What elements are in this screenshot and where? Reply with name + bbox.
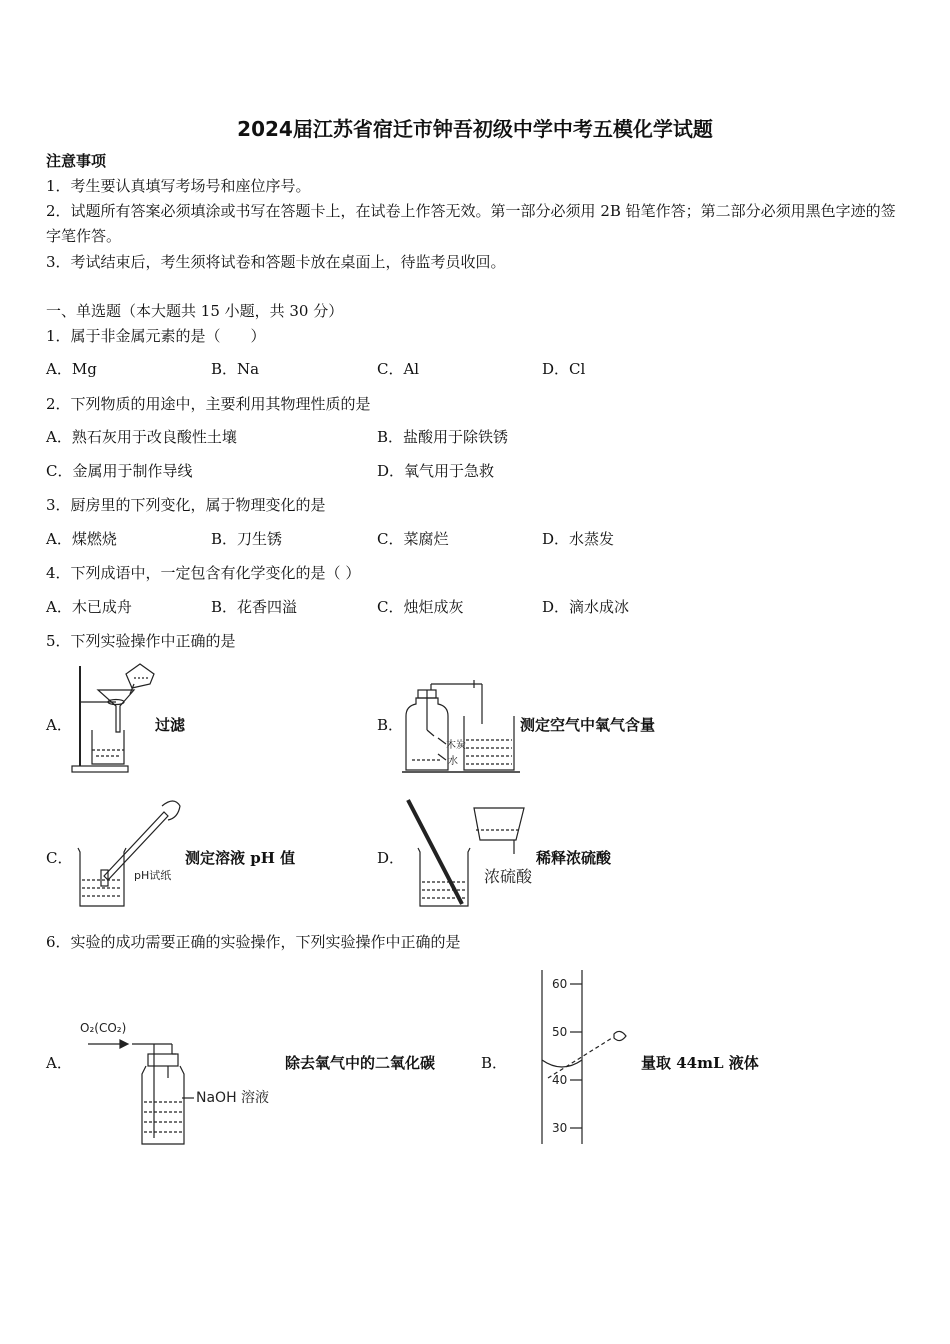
option: C．烛炬成灰	[377, 598, 464, 616]
question-stem: 1．属于非金属元素的是（ ）	[46, 327, 266, 345]
bottle-stopper	[148, 1054, 178, 1066]
notice-item: 2．试题所有答案必须填涂或书写在答题卡上，在试卷上作答无效。第一部分必须用 2B 铅笔作答；第二部分必须用黑色字迹的签字笔作答。	[46, 202, 896, 245]
option: D．滴水成冰	[542, 598, 630, 616]
filtration-apparatus-figure	[68, 660, 163, 778]
option: A．煤燃烧	[46, 530, 117, 548]
option-caption: 过滤	[155, 716, 186, 734]
scale-label: 30	[552, 1121, 568, 1135]
stand-base	[72, 766, 128, 772]
option: B．Na	[211, 360, 260, 378]
water-beaker	[464, 716, 514, 770]
figure-label: 浓硫酸	[484, 867, 533, 886]
notice-item: 1．考生要认真填写考场号和座位序号。	[46, 177, 311, 195]
option: C．菜腐烂	[377, 530, 449, 548]
eye-icon	[614, 1031, 626, 1040]
question-stem: 2．下列物质的用途中，主要利用其物理性质的是	[46, 395, 371, 413]
question-stem: 4．下列成语中，一定包含有化学变化的是（ ）	[46, 564, 361, 582]
oxygen-measurement-apparatus-figure	[402, 664, 522, 776]
option: C．金属用于制作导线	[46, 462, 193, 480]
option-letter: C．	[46, 849, 73, 867]
option-letter: A．	[46, 1054, 72, 1072]
pouring-beaker	[126, 664, 154, 688]
question-stem: 5．下列实验操作中正确的是	[46, 632, 236, 650]
beaker	[418, 848, 470, 906]
option: A．Mg	[46, 360, 97, 378]
notice-item: 3．考试结束后，考生须将试卷和答题卡放在桌面上，待监考员收回。	[46, 253, 506, 271]
option: D．Cl	[542, 360, 586, 378]
option: C．Al	[377, 360, 420, 378]
scale-label: 50	[552, 1025, 568, 1039]
figure-label: pH试纸	[134, 869, 172, 882]
gas-washing-bottle-figure	[76, 1016, 276, 1148]
scale-label: 40	[552, 1073, 568, 1087]
option: B．盐酸用于除铁锈	[377, 428, 509, 446]
figure-label: NaOH 溶液	[196, 1090, 270, 1106]
funnel	[98, 690, 134, 732]
ph-test-apparatus-figure	[74, 792, 189, 910]
section-heading: 一、单选题（本大题共 15 小题，共 30 分）	[46, 302, 344, 320]
option: A．木已成舟	[46, 598, 132, 616]
option-letter: B．	[377, 716, 404, 734]
meniscus	[542, 1060, 582, 1067]
figure-label: 水	[448, 756, 458, 767]
option: B．花香四溢	[211, 598, 298, 616]
scale-label: 60	[552, 977, 568, 991]
option: A．熟石灰用于改良酸性土壤	[46, 428, 237, 446]
exam-title: 2024届江苏省宿迁市钟吾初级中学中考五模化学试题	[237, 117, 713, 141]
figure-label: 木炭	[446, 740, 466, 751]
notice-heading: 注意事项	[46, 152, 107, 170]
glass-rod	[408, 800, 462, 904]
option-caption: 除去氧气中的二氧化碳	[285, 1054, 436, 1072]
figure-label: O₂(CO₂)	[80, 1021, 127, 1035]
beaker	[92, 730, 124, 764]
beaker	[78, 848, 126, 906]
dilute-acid-apparatus-figure	[404, 796, 544, 910]
option-caption: 测定溶液 pH 值	[185, 849, 296, 867]
bottle	[142, 1066, 184, 1144]
option: D．水蒸发	[542, 530, 615, 548]
option-caption: 稀释浓硫酸	[536, 849, 612, 867]
question-stem: 6．实验的成功需要正确的实验操作，下列实验操作中正确的是	[46, 933, 461, 951]
acid-beaker	[474, 808, 524, 840]
option-letter: B．	[481, 1054, 508, 1072]
sight-line	[548, 1038, 612, 1078]
question-stem: 3．厨房里的下列变化，属于物理变化的是	[46, 496, 326, 514]
option-letter: A．	[46, 716, 72, 734]
option-letter: D．	[377, 849, 405, 867]
option-caption: 量取 44mL 液体	[641, 1054, 759, 1072]
option: B．刀生锈	[211, 530, 283, 548]
option: D．氧气用于急救	[377, 462, 495, 480]
graduated-cylinder-figure	[530, 966, 642, 1146]
option-caption: 测定空气中氧气含量	[520, 716, 656, 734]
